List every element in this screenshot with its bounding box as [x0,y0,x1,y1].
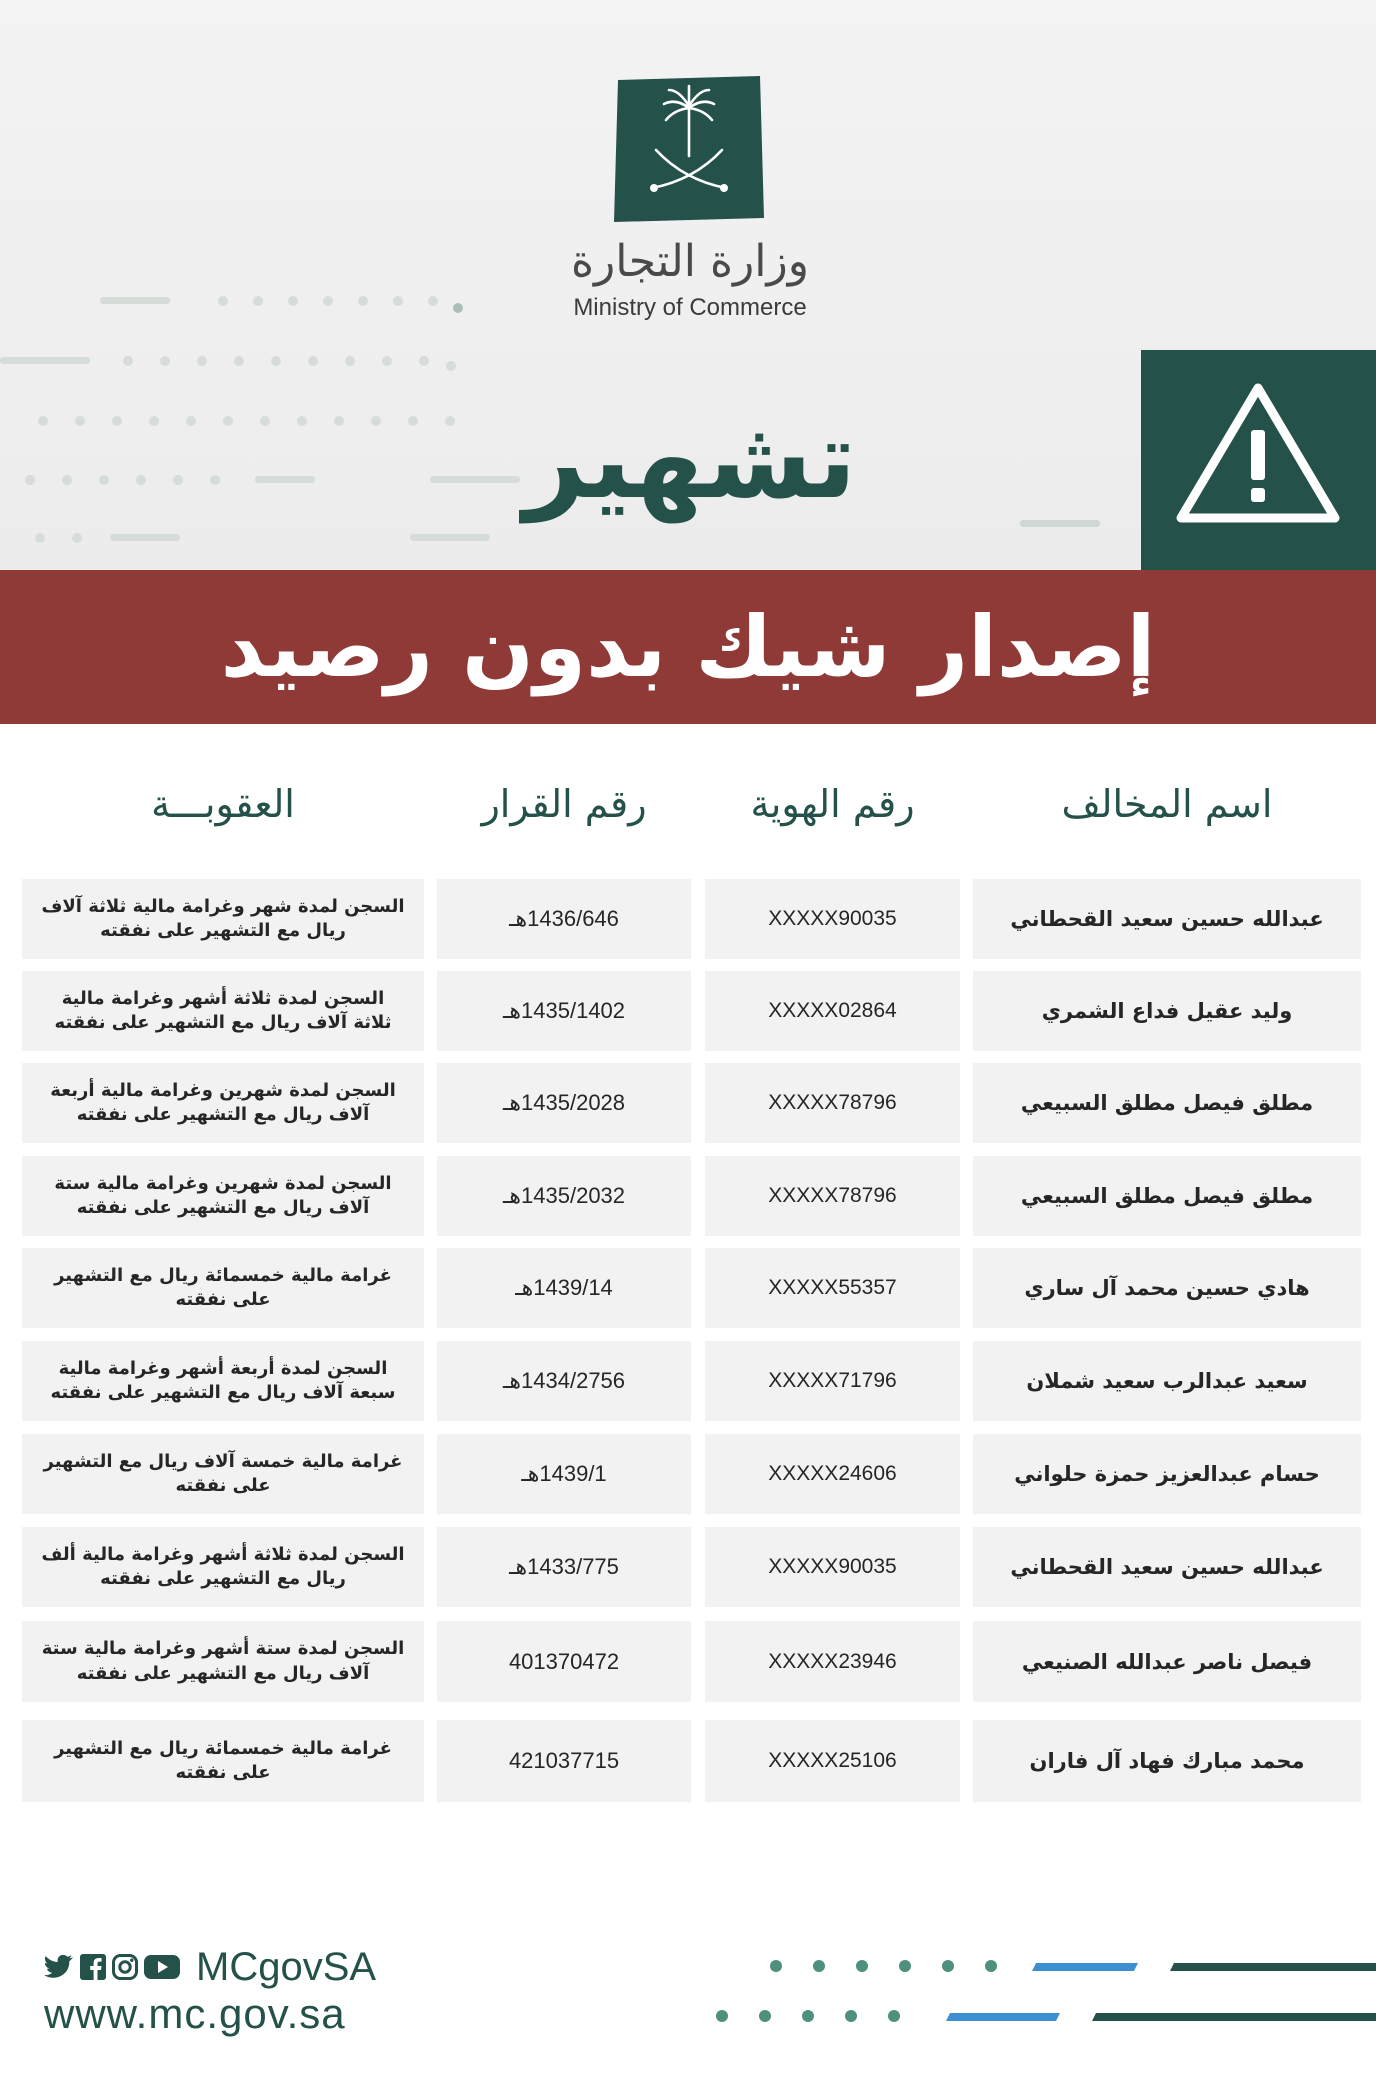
cell-id: XXXXX25106 [705,1720,960,1802]
cell-penalty: السجن لمدة أربعة أشهر وغرامة مالية سبعة آلاف ريال مع التشهير على نفقته [22,1341,424,1421]
cell-id: XXXXX78796 [705,1156,960,1236]
page-title: تشهير [523,398,857,523]
cell-decision: 1435/2028هـ [437,1063,691,1143]
cell-name: وليد عقيل فداع الشمري [973,971,1361,1051]
cell-penalty: غرامة مالية خمسمائة ريال مع التشهير على نفقته [22,1720,424,1802]
cell-id: XXXXX90035 [705,879,960,959]
subtitle-banner [0,570,1376,724]
cell-penalty: غرامة مالية خمسمائة ريال مع التشهير على نفقته [22,1248,424,1328]
header-area [0,0,1376,570]
column-header-name: اسم المخالف [1061,782,1273,826]
cell-name: عبدالله حسين سعيد القحطاني [973,1527,1361,1607]
subtitle-text: إصدار شيك بدون رصيد [220,598,1156,696]
cell-decision: 1434/2756هـ [437,1341,691,1421]
footer-decoration [700,1950,1376,2030]
cell-id: XXXXX71796 [705,1341,960,1421]
social-handle[interactable]: MCgovSA [196,1944,377,1989]
cell-name: هادي حسين محمد آل ساري [973,1248,1361,1328]
cell-name: محمد مبارك فهاد آل فاران [973,1720,1361,1802]
cell-decision: 401370472 [437,1621,691,1702]
cell-id: XXXXX78796 [705,1063,960,1143]
cell-penalty: السجن لمدة شهرين وغرامة مالية أربعة آلاف ريال مع التشهير على نفقته [22,1063,424,1143]
cell-penalty: السجن لمدة ثلاثة أشهر وغرامة مالية ألف ريال مع التشهير على نفقته [22,1527,424,1607]
warning-box [1141,350,1376,570]
cell-id: XXXXX55357 [705,1248,960,1328]
cell-id: XXXXX23946 [705,1621,960,1702]
ministry-logo-emblem [614,76,764,222]
cell-decision: 421037715 [437,1720,691,1802]
column-header-decision: رقم القرار [481,782,647,826]
cell-decision: 1439/14هـ [437,1248,691,1328]
column-header-penalty: العقوبـــة [151,782,295,826]
cell-name: مطلق فيصل مطلق السبيعي [973,1063,1361,1143]
logo-english-text: Ministry of Commerce [573,294,807,321]
cell-decision: 1435/1402هـ [437,971,691,1051]
cell-decision: 1439/1هـ [437,1434,691,1514]
instagram-icon[interactable] [112,1954,138,1980]
cell-decision: 1433/775هـ [437,1527,691,1607]
logo-arabic-text: وزارة التجارة [570,236,810,287]
website-link[interactable]: www.mc.gov.sa [44,1990,346,2037]
cell-penalty: السجن لمدة ثلاثة أشهر وغرامة مالية ثلاثة آلاف ريال مع التشهير على نفقته [22,971,424,1051]
twitter-icon[interactable] [44,1954,74,1980]
cell-id: XXXXX24606 [705,1434,960,1514]
cell-name: مطلق فيصل مطلق السبيعي [973,1156,1361,1236]
cell-penalty: السجن لمدة ستة أشهر وغرامة مالية ستة آلاف ريال مع التشهير على نفقته [22,1621,424,1702]
youtube-icon[interactable] [144,1954,180,1980]
cell-name: حسام عبدالعزيز حمزة حلواني [973,1434,1361,1514]
warning-icon [1173,378,1343,528]
cell-penalty: السجن لمدة شهرين وغرامة مالية ستة آلاف ريال مع التشهير على نفقته [22,1156,424,1236]
cell-decision: 1436/646هـ [437,879,691,959]
facebook-icon[interactable] [80,1954,106,1980]
cell-id: XXXXX90035 [705,1527,960,1607]
cell-decision: 1435/2032هـ [437,1156,691,1236]
social-links [44,1944,376,1990]
cell-name: سعيد عبدالرب سعيد شملان [973,1341,1361,1421]
cell-penalty: غرامة مالية خمسة آلاف ريال مع التشهير على نفقته [22,1434,424,1514]
cell-name: عبدالله حسين سعيد القحطاني [973,879,1361,959]
cell-id: XXXXX02864 [705,971,960,1051]
column-header-id: رقم الهوية [750,782,915,826]
cell-penalty: السجن لمدة شهر وغرامة مالية ثلاثة آلاف ريال مع التشهير على نفقته [22,879,424,959]
cell-name: فيصل ناصر عبدالله الصنيعي [973,1621,1361,1702]
